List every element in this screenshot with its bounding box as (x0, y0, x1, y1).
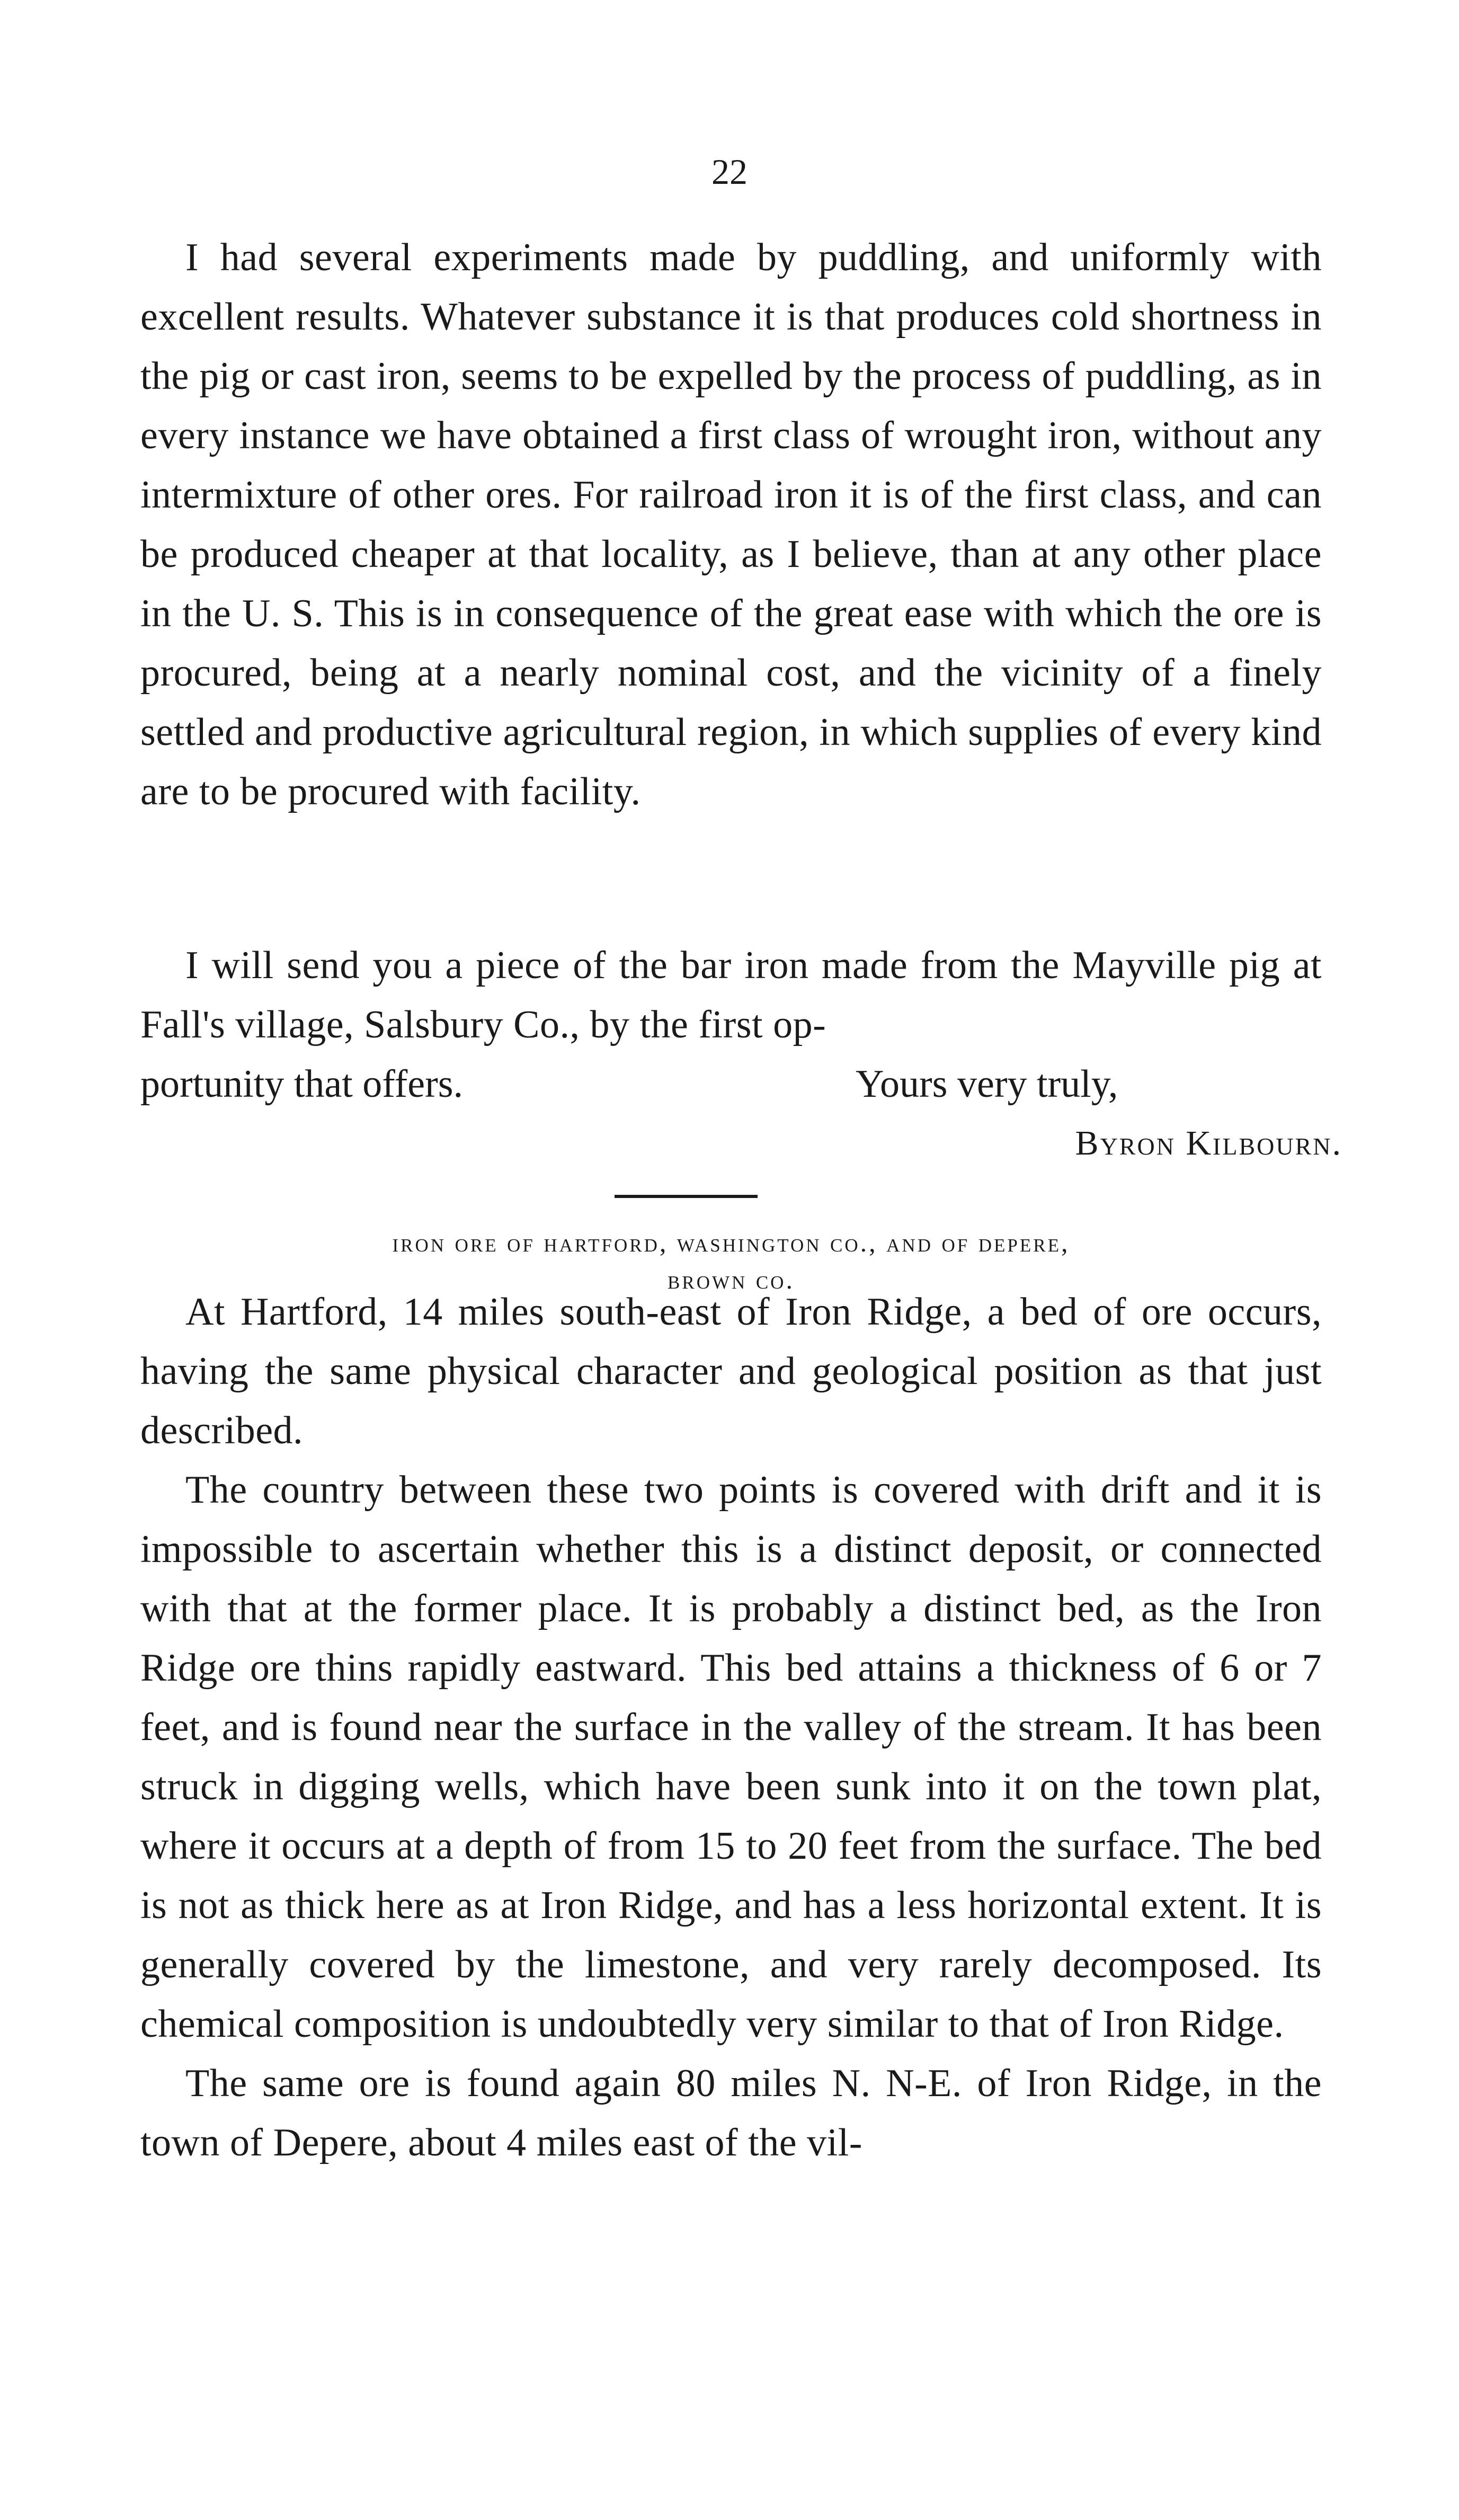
letter-signature: Byron Kilbourn. (1075, 1124, 1342, 1163)
letter-closing: Yours very truly, (856, 1062, 1118, 1106)
page-number: 22 (711, 152, 748, 192)
letter-body (140, 228, 1322, 821)
section-body (140, 1282, 1322, 2172)
paragraph-puddling-results: I had several experiments made by puddling, and uniformly with excellent results. Whatever substance it is that produces cold shortness in the pig or cast iron, seems to be expelled by the process of puddling, as in every instance we have obtained a first class of wrought iron, without any intermixture of other ores. For railroad iron it is of the first class, and can be produced cheaper at that locality, as I believe, than at any other place in the U. S. This is in consequence of the great ease with which the ore is procured, being at a nearly nominal cost, and the vicinity of a finely settled and productive agricultural region, in which supplies of every kind are to be procured with facility. (140, 236, 1322, 813)
paragraph-bar-iron-offer: I will send you a piece of the bar iron made from the Mayville pig at Fall's village, Salsbury Co., by the first op- (140, 944, 1322, 1046)
letter-offer-block (140, 936, 1322, 1054)
section-heading-line-1: iron ore of hartford, washington co., and of depere, (392, 1228, 1070, 1257)
section-heading-line-2: brown co. (668, 1265, 795, 1294)
section-divider (615, 1195, 758, 1198)
paragraph-country-drift: The country between these two points is covered with drift and it is impossible to ascertain whether this is a distinct deposit, or connected with that at the former place. It is probably a distinct bed, as the Iron Ridge ore thins rapidly eastward. This bed attains a thickness of 6 or 7 feet, and is found near the surface in the valley of the stream. It has been struck in digging wells, which have been sunk into it on the town plat, where it occurs at a depth of from 15 to 20 feet from the surface. The bed is not as thick here as at Iron Ridge, and has a less horizontal extent. It is generally covered by the limestone, and very rarely decomposed. Its chemical composition is undoubtedly very similar to that of Iron Ridge. (140, 1468, 1322, 2046)
paragraph-bar-iron-offer-end: portunity that offers. (140, 1062, 464, 1106)
paragraph-depere-ore: The same ore is found again 80 miles N. N-E. of Iron Ridge, in the town of Depere, about 4 miles east of the vil- (140, 2062, 1322, 2164)
paragraph-hartford-bed: At Hartford, 14 miles south-east of Iron Ridge, a bed of ore occurs, having the same physical character and geological position as that just described. (140, 1290, 1322, 1452)
